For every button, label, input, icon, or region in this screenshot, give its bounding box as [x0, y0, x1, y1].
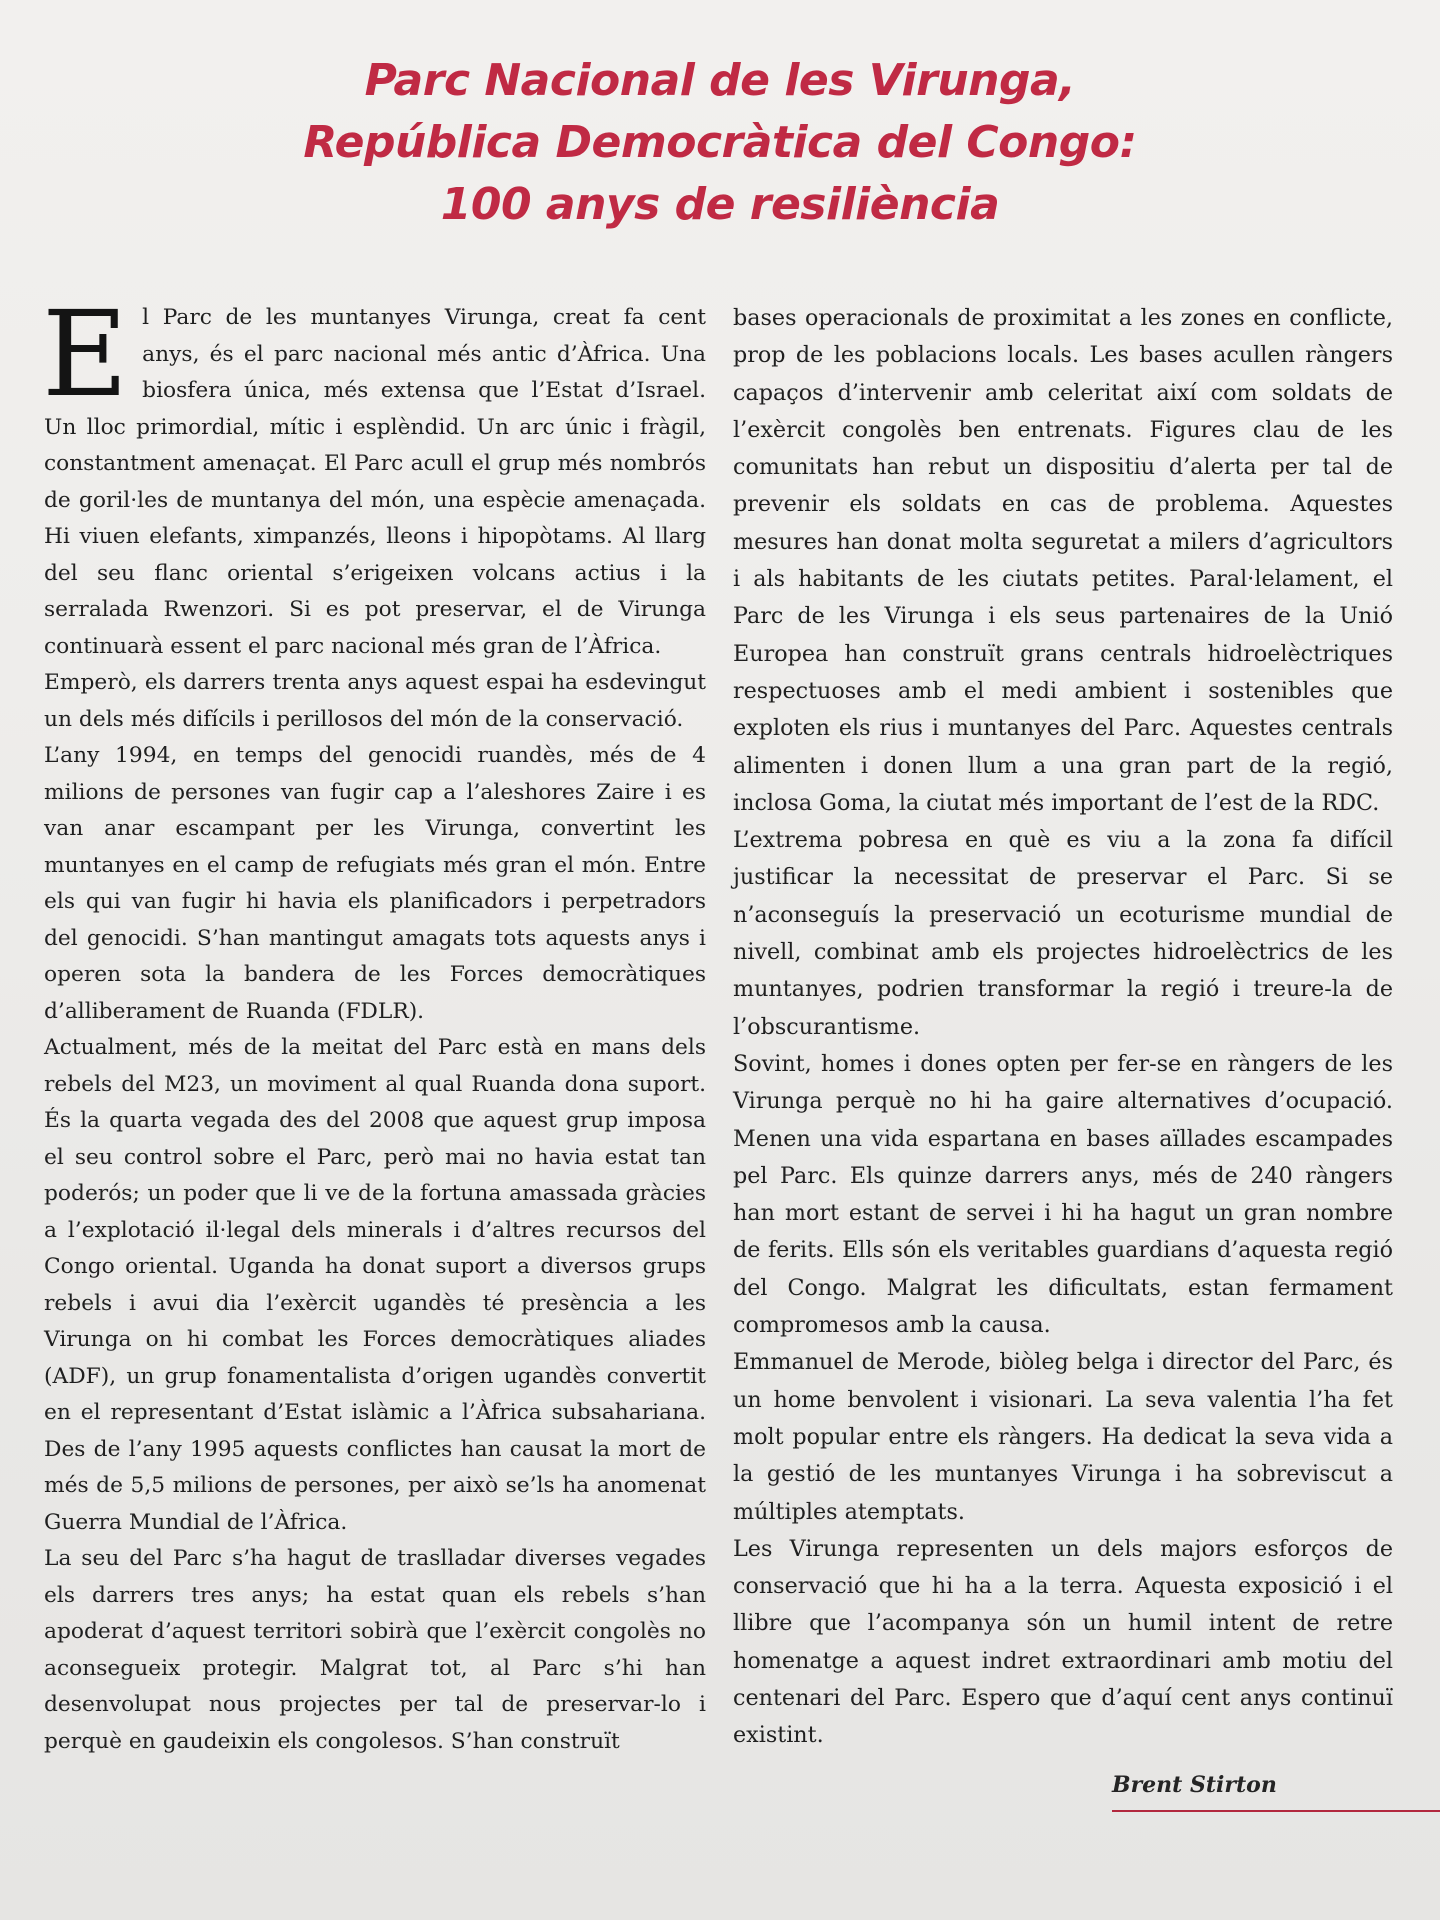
- paragraph-1-text: l Parc de les muntanyes Virunga, creat fa cent anys, és el parc nacional més antic d’Àfrica. Una biosfera única, més extensa que l’Estat d’Israel. Un lloc primordial, mític i esplèndid. Un arc únic i fràgil, constantment amenaçat. El Parc acull el grup més nombrós de goril·les de muntanya del món, una espècie amenaçada. Hi viuen elefants, ximpanzés, lleons i hipopòtams. Al llarg del seu flanc oriental s’erigeixen volcans actius i la serralada Rwenzori. Si es pot preservar, el de Virunga continuarà essent el parc nacional més gran de l’Àfrica.: [44, 305, 706, 659]
- paragraph-8: Sovint, homes i dones opten per fer-se en ràngers de les Virunga perquè no hi ha gaire alternatives d’ocupació. Menen una vida espartana en bases aïllades escampades pel Parc. Els quinze darrers anys, més de 240 ràngers han mort estant de servei i hi ha hagut un gran nombre de ferits. Ells són els veritables guardians d’aquesta regió del Congo. Malgrat les dificultats, estan fermament compromesos amb la causa.: [733, 1050, 1393, 1339]
- signature-rule: [1112, 1810, 1440, 1812]
- paragraph-4: Actualment, més de la meitat del Parc està en mans dels rebels del M23, un moviment al qual Ruanda dona suport. És la quarta vegada des del 2008 que aquest grup imposa el seu control sobre el Parc, però mai no havia estat tan poderós; un poder que li ve de la fortuna amassada gràcies a l’explotació il·legal dels minerals i d’altres recursos del Congo oriental. Uganda ha donat suport a diversos grups rebels i avui dia l’exèrcit ugandès té presència a les Virunga on hi combat les Forces democràtiques aliades (ADF), un grup fonamentalista d’origen ugandès convertit en el representant d’Estat islàmic a l’Àfrica subsahariana. Des de l’any 1995 aquests conflictes han causat la mort de més de 5,5 milions de persones, per això se’ls ha anomenat Guerra Mundial de l’Àfrica.: [44, 1035, 706, 1535]
- paragraph-5: La seu del Parc s’ha hagut de traslladar diverses vegades els darrers tres anys; ha estat quan els rebels s’han apoderat d’aquest territori sobirà que l’exèrcit congolès no aconsegueix protegir. Malgrat tot, al Parc s’hi han desenvolupat nous projectes per tal de preservar-lo i perquè en gaudeixin els congolesos. S’han construït: [44, 1546, 706, 1754]
- page-title: [120, 50, 1320, 236]
- paragraph-9: Emmanuel de Merode, biòleg belga i director del Parc, és un home benvolent i visionari. La seva valentia l’ha fet molt popular entre els ràngers. Ha dedicat la seva vida a la gestió de les muntanyes Virunga i ha sobreviscut a múltiples atemptats.: [733, 1349, 1393, 1525]
- title-line-1: Parc Nacional de les Virunga,: [364, 55, 1076, 106]
- paragraph-1: [42, 285, 706, 665]
- title-line-2: República Democràtica del Congo:: [303, 117, 1137, 168]
- right-text-column: [733, 300, 1393, 1755]
- paragraph-6: bases operacionals de proximitat a les zones en conflicte, prop de les poblacions locals. Les bases acullen ràngers capaços d’intervenir amb celeritat així com soldats de l’exèrcit congolès ben entrenats. Figures clau de les comunitats han rebut un dispositiu d’alerta per tal de prevenir els soldats en cas de problema. Aquestes mesures han donat molta seguretat a milers d’agricultors i als habitants de les ciutats petites. Paral·lelament, el Parc de les Virunga i els seus partenaires de la Unió Europea han construït grans centrals hidroelèctriques respectuoses amb el medi ambient i sostenibles que exploten els rius i muntanyes del Parc. Aquestes centrals alimenten i donen llum a una gran part de la regió, inclosa Goma, la ciutat més important de l’est de la RDC.: [733, 305, 1393, 816]
- paragraph-7: L’extrema pobresa en què es viu a la zona fa difícil justificar la necessitat de preservar el Parc. Si se n’aconseguís la preservació un ecoturisme mundial de nivell, combinat amb els projectes hidroelèctrics de les muntanyes, podrien transformar la regió i treure-la de l’obscurantisme.: [733, 827, 1393, 1040]
- title-line-3: 100 anys de resiliència: [440, 179, 1000, 230]
- paragraph-10: Les Virunga representen un dels majors esforços de conservació que hi ha a la terra. Aquesta exposició i el llibre que l’acompanya són un humil intent de retre homenatge a aquest indret extraordinari amb motiu del centenari del Parc. Espero que d’aquí cent anys continuï existint.: [733, 1535, 1393, 1749]
- paragraph-2: Emperò, els darrers trenta anys aquest espai ha esdevingut un dels més difícils i perillosos del món de la conservació.: [44, 670, 706, 732]
- drop-cap: E: [42, 285, 129, 423]
- left-text-column: [42, 285, 706, 1760]
- author-signature: Brent Stirton: [1112, 1772, 1277, 1798]
- paragraph-3: L’any 1994, en temps del genocidi ruandès, més de 4 milions de persones van fugir cap a l’aleshores Zaire i es van anar escampant per les Virunga, convertint les muntanyes en el camp de refugiats més gran el món. Entre els qui van fugir hi havia els planificadors i perpetradors del genocidi. S’han mantingut amagats tots aquests anys i operen sota la bandera de les Forces democràtiques d’alliberament de Ruanda (FDLR).: [44, 743, 706, 1024]
